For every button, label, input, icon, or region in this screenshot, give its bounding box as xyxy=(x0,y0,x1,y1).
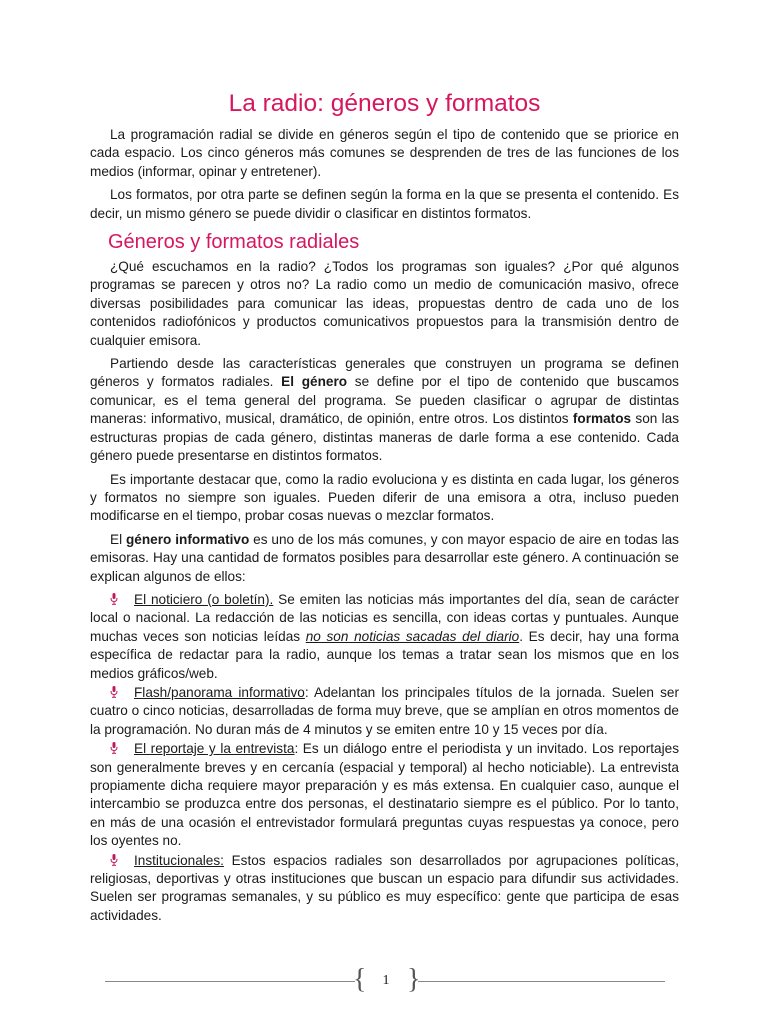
bullet-text-a: : Es un diálogo entre el periodista y un invitado. Los reportajes son generalmente breves y en cercanía (espacial y temporal) al hecho noticiable). La entrevista propiamente dicha requiere mayor preparación y es más extensa. En cualquier caso, aunque el intercambio se produzca entre dos personas, el destinatario siempre es el público. Por lo tanto, en más de una ocasión el entrevistador formulará preguntas cuyas respuestas ya conoce, pero los oyentes no. xyxy=(90,741,679,849)
microphone-icon xyxy=(110,742,118,754)
bullet-item-noticiero xyxy=(90,591,679,683)
left-brace-icon: { xyxy=(353,964,367,995)
bullet-item-flash xyxy=(90,684,679,739)
footer-rule-right xyxy=(418,981,665,982)
body-paragraph-3: Es importante destacar que, como la radio evoluciona y es distinta en cada lugar, los géneros y formatos no siempre son iguales. Pueden diferir de una emisora a otra, incluso pueden modificarse en el tiempo, probar cosas nuevas o mezclar formatos. xyxy=(90,471,679,524)
p4-text-b: es uno de los más comunes, y con mayor espacio de aire en todas las emisoras. Hay una cantidad de formatos posibles para desarrollar este género. A continuación se explican algunos de ellos: xyxy=(90,531,679,584)
page-number: 1 xyxy=(382,973,390,988)
bullet-item-institucionales xyxy=(90,852,679,926)
p4-text-a: El xyxy=(110,531,126,547)
bullet-text-b: . Es decir, hay una forma específica de redactar para la radio, aunque los temas a tratar sean los mismos que en los medios gráficos/web. xyxy=(90,628,679,681)
body-paragraph-1: ¿Qué escuchamos en la radio? ¿Todos los programas son iguales? ¿Por qué algunos programas se parecen y otros no? La radio como un medio de comunicación masivo, ofrece diversas posibilidades para comunicar las ideas, propuestas dentro de cada uno de los contenidos radiofónicos y productos comunicativos propuestos para la transmisión dentro de cualquier emisora. xyxy=(90,259,679,348)
bullet-item-reportaje xyxy=(90,740,679,850)
microphone-icon xyxy=(110,854,118,866)
p2-text-c: son las estructuras propias de cada género, distintas maneras de darle forma a ese contenido. Cada género puede presentarse en distintos formatos. xyxy=(90,411,680,464)
bullet-term-flash: Flash/panorama informativo xyxy=(134,684,305,700)
page-title: La radio: géneros y formatos xyxy=(228,90,541,117)
body-paragraph-2 xyxy=(90,355,679,465)
microphone-icon xyxy=(110,593,118,605)
p2-text-a: Partiendo desde las características generales que construyen un programa se definen géneros y formatos radiales. xyxy=(90,356,679,390)
p4-bold-genero-informativo: género informativo xyxy=(126,531,250,547)
bullet-term-institucionales: Institucionales: xyxy=(134,852,224,868)
section-title: Géneros y formatos radiales xyxy=(108,231,360,254)
bullet-text-a: Se emiten las noticias más importantes del día, sean de carácter local o nacional. La redacción de las noticias es sencilla, con ideas cortas y puntuales. Aunque muchas veces son noticias leídas xyxy=(90,591,679,644)
bullet-term-reportaje: El reportaje y la entrevista xyxy=(134,741,295,757)
body-paragraph-4 xyxy=(90,531,679,586)
document-page xyxy=(90,88,679,926)
footer-rule-left xyxy=(105,981,355,982)
page-footer xyxy=(105,966,665,996)
bullet-text-a: Estos espacios radiales son desarrollados por agrupaciones políticas, religiosas, deportivas y otras instituciones que buscan un espacio para difundir sus actividades. Suelen ser programas semanales, y su público es muy específico: gente que participa de esas actividades. xyxy=(90,852,679,923)
p2-bold-genero: El género xyxy=(281,374,348,390)
intro-paragraph-2: Los formatos, por otra parte se definen según la forma en la que se presenta el contenido. Es decir, un mismo género se puede dividir o clasificar en distintos formatos. xyxy=(90,187,679,221)
p2-bold-formatos: formatos xyxy=(572,411,632,427)
right-brace-icon: } xyxy=(407,964,421,995)
microphone-icon xyxy=(110,686,118,698)
intro-paragraph-1: La programación radial se divide en géneros según el tipo de contenido que se priorice en cada espacio. Los cinco géneros más comunes se desprenden de tres de las funciones de los medios (informar, opinar y entretener). xyxy=(90,127,679,179)
p2-text-b: se define por el tipo de contenido que buscamos comunicar, es el tema general del programa. Se pueden clasificar o agrupar de distintas maneras: informativo, musical, dramático, de opinión, entre otros. Los distintos xyxy=(90,374,679,427)
bullet-term-noticiero: El noticiero (o boletín). xyxy=(134,591,274,607)
bullet-emphasis: no son noticias sacadas del diario xyxy=(305,628,520,644)
bullet-text-a: : Adelantan los principales títulos de la jornada. Suelen ser cuatro o cinco noticias, desarrolladas de forma muy breve, que se amplían en otros momentos de la programación. No duran más de 4 minutos y se emiten entre 10 y 15 veces por día. xyxy=(90,684,679,737)
